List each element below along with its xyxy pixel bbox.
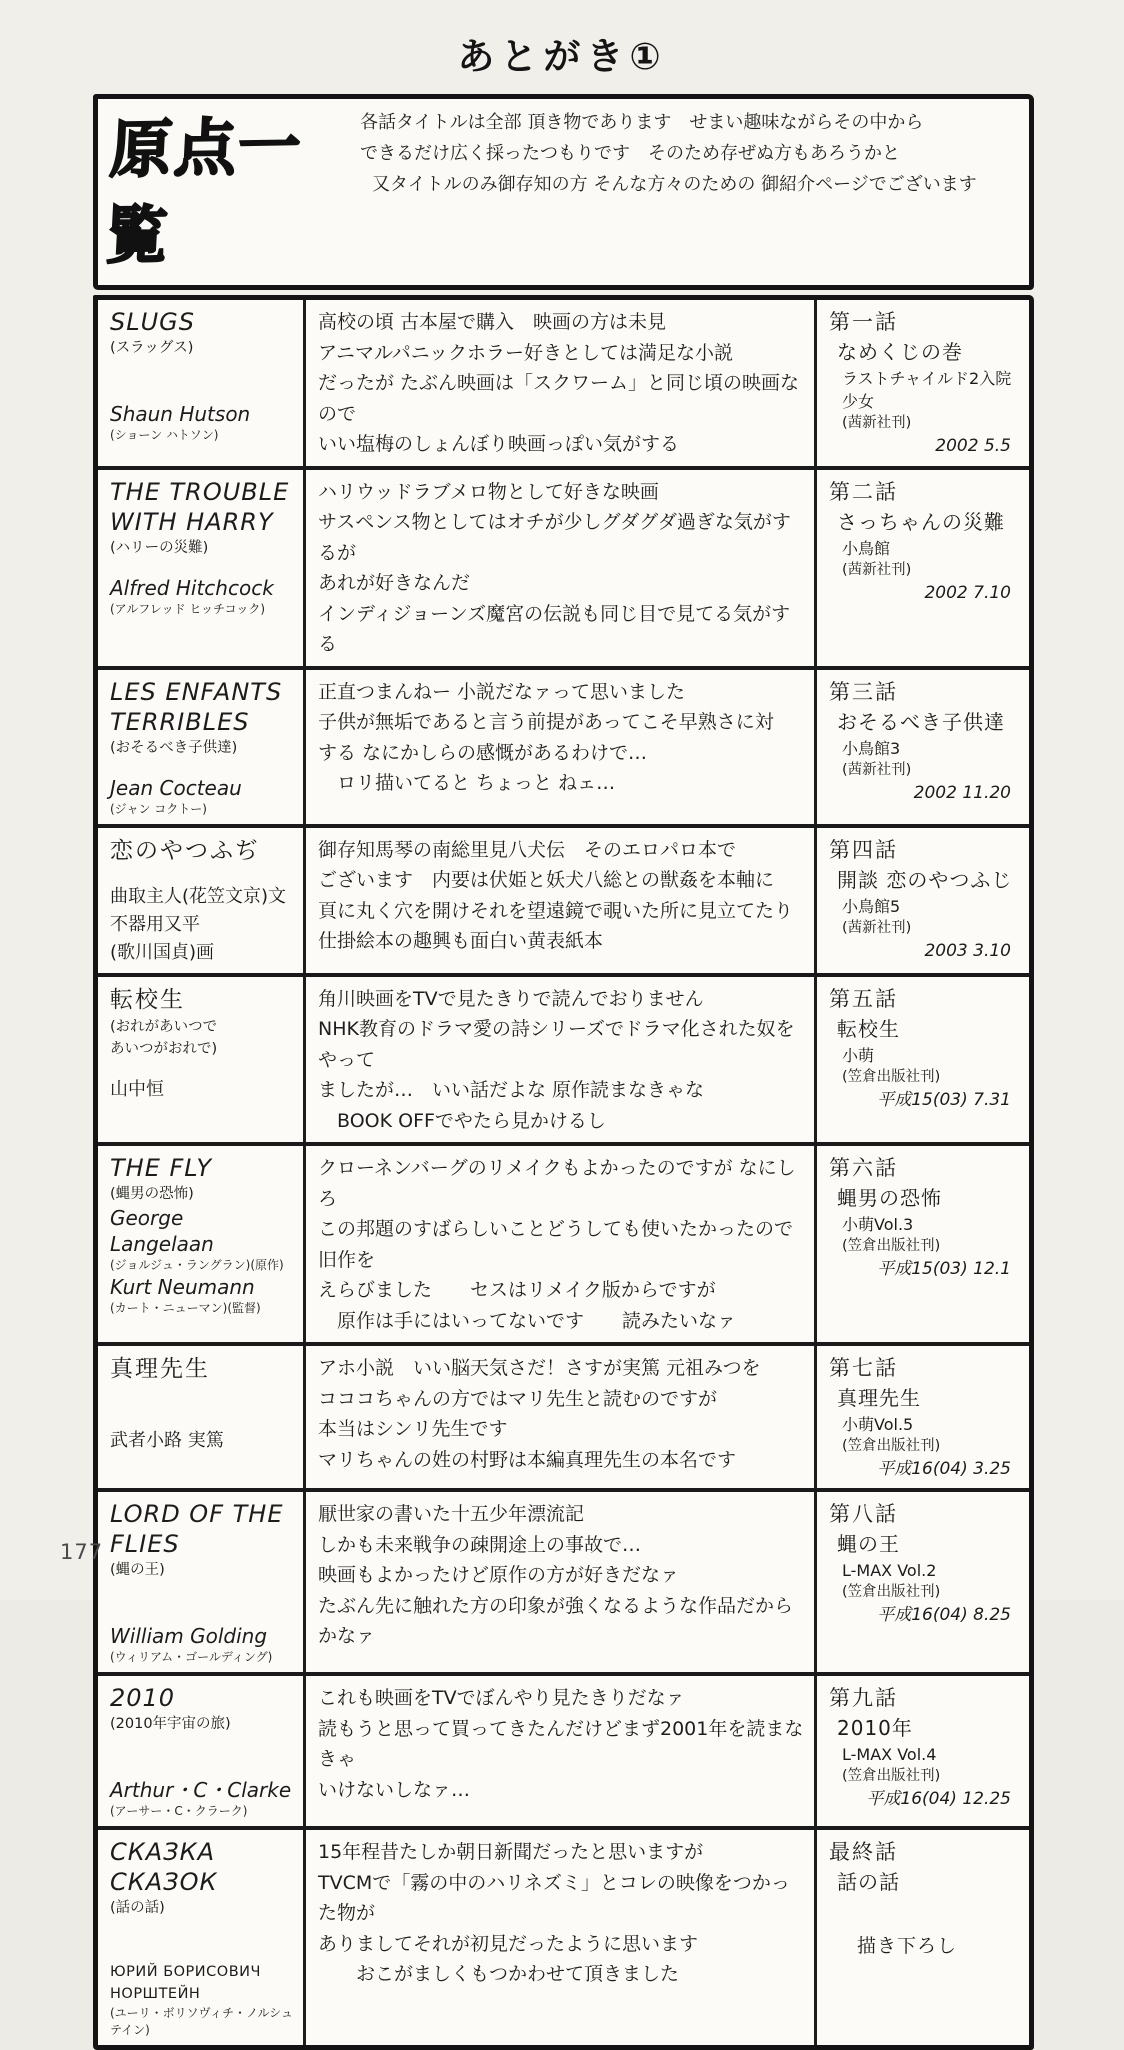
episode-line: 平成16(04) 3.25 [877,1459,1011,1479]
comment-line: 御存知馬琴の南総里見八犬伝 そのエロパロ本で [318,838,737,861]
episode-line: L-MAX Vol.2 [842,1561,937,1580]
source-line: 2010 [110,1684,176,1712]
comment-line: いい塩梅のしょんぼり映画っぽい気がする [318,433,680,455]
source-line: 転校生 [110,986,185,1013]
episode-line: 第七話 [829,1356,898,1380]
episode-line: (笠倉出版社刊) [842,1068,941,1085]
page-title: あとがき① [457,35,667,78]
comment-line: 厭世家の書いた十五少年漂流記 [318,1503,585,1525]
table-row [98,1672,1029,1826]
intro-line: 又タイトルのみ御存知の方 そんな方々のための 御紹介ページでございます [372,174,977,195]
episode-cell [817,1346,1029,1488]
episode-line: 話の話 [837,1870,900,1894]
comment-cell [306,1492,817,1672]
source-cell [98,1830,306,2045]
episode-line: (茜新社刊) [842,919,912,936]
source-line: (2010年宇宙の旅) [110,1716,231,1732]
intro-line: 各話タイトルは全部 頂き物であります せまい趣味ながらその中から [360,112,924,133]
episode-line: 第三話 [829,679,898,704]
comment-line: おこがましくもつかわせて頂きました [318,1963,680,1985]
episode-cell [817,1676,1029,1826]
episode-cell [817,1146,1029,1342]
episode-line: 小萌Vol.5 [842,1415,914,1434]
comment-line: アニマルパニックホラー好きとしては満足な小説 [318,341,733,364]
source-line: LORD OF THE FLIES [110,1500,284,1558]
source-line: THE FLY [110,1154,213,1182]
comment-line: これも映画をTVでぼんやり見たきりだなァ [318,1687,685,1709]
comment-line: する なにかしらの感慨があるわけで… [318,741,648,764]
comment-line: えらびました セスはリメイク版からですが [318,1279,716,1301]
comment-line: サスペンス物としてはオチが少しグダグダ過ぎな気がするが [318,511,791,564]
source-line: 不器用又平 [110,913,200,935]
source-line: 武者小路 実篤 [110,1430,224,1451]
comment-line: NHK教育のドラマ愛の詩シリーズでドラマ化された奴をやって [318,1018,795,1071]
source-line: George Langelaan [110,1206,214,1256]
table-row [98,1142,1029,1342]
episode-line: L-MAX Vol.4 [842,1745,937,1764]
source-line [110,359,293,401]
comment-line: だったが たぶん映画は「スクワーム」と同じ頃の映画なので [318,372,800,425]
source-line: Jean Cocteau [110,775,242,800]
episode-line: さっちゃんの災難 [837,509,1005,534]
comment-cell [306,670,817,824]
source-line: (ハリーの災難) [110,539,209,556]
comment-cell [306,470,817,666]
episode-line: 第一話 [829,310,898,334]
comment-line: たぶん先に触れた方の印象が強くなるような作品だからかなァ [318,1594,794,1647]
episode-line: (茜新社刊) [842,561,912,578]
source-line [110,1060,293,1076]
source-line: 曲取主人(花笠文京)文 [110,885,287,907]
comment-line: 仕掛絵本の趣興も面白い黄表紙本 [318,930,604,952]
episode-line: 蝿男の恐怖 [837,1186,942,1210]
table-row [98,466,1029,666]
comment-line: 角川映画をTVで見たきりで読んでおりません [318,987,704,1010]
comment-cell [306,1346,817,1488]
table-row [98,300,1029,466]
comment-line: インディジョーンズ魔宮の伝説も同じ目で見てる気がする [318,602,791,655]
source-line [110,759,293,775]
episode-line: 第八話 [829,1502,898,1526]
episode-line: (笠倉出版社刊) [842,1438,941,1454]
source-line: (カート・ニューマン)(監督) [110,1301,261,1315]
episode-line: (笠倉出版社刊) [842,1768,941,1784]
source-cell [98,1676,306,1826]
source-line: SLUGS [110,308,196,336]
source-line [110,1581,293,1623]
episode-line: 2003 3.10 [924,940,1011,961]
source-line: 真理先生 [110,1356,210,1382]
source-line: 山中恒 [110,1078,164,1100]
source-line: William Golding [110,1624,268,1648]
comment-line: この邦題のすばらしいことどうしても使いたかったので旧作を [318,1218,794,1271]
source-line: (ウィリアム・ゴールディング) [110,1650,273,1664]
source-line: (ショーン ハトソン) [110,428,219,442]
episode-line: 第五話 [829,986,898,1011]
episode-line: 2002 11.20 [913,782,1011,803]
source-cell [98,670,306,824]
comment-line: 高校の頃 古本屋で購入 映画の方は未見 [318,311,667,333]
episode-line: なめくじの巻 [837,340,963,364]
table-row [98,666,1029,824]
episode-line: 小萌Vol.3 [842,1215,914,1234]
episode-line: 平成15(03) 12.1 [877,1259,1011,1279]
episode-cell [817,470,1029,666]
source-line: (蝿男の恐怖) [110,1186,194,1202]
comment-line: ありましてそれが初見だったように思います [318,1932,699,1955]
episode-cell [817,1830,1029,2045]
episode-cell [817,977,1029,1143]
source-line [110,559,293,575]
comment-cell [306,1676,817,1826]
table-row [98,824,1029,973]
episode-line: 真理先生 [837,1386,921,1410]
source-cell [98,977,306,1143]
comment-line: BOOK OFFでやたら見かけるし [318,1109,606,1132]
comment-line: しかも未来戦争の疎開途上の事故で… [318,1533,642,1556]
comment-line: 本当はシンリ先生です [318,1418,508,1440]
comment-line: ロリ描いてると ちょっと ねェ… [318,772,616,794]
table-row [98,1342,1029,1488]
header-intro [360,105,1017,277]
source-line: Alfred Hitchcock [110,575,274,600]
intro-line: できるだけ広く採ったつもりです そのため存ぜぬ方もあろうかと [360,143,900,164]
origins-table [93,295,1034,2050]
source-line: (おれがあいつで [110,1018,218,1035]
source-line: Arthur・C・Clarke [110,1778,292,1802]
source-line: THE TROUBLE [110,477,290,506]
comment-line: 正直つまんねー 小説だなァって思いました [318,680,686,703]
source-line: (ジャン コクトー) [110,801,207,816]
source-cell [98,300,306,466]
episode-line: 2002 5.5 [935,436,1011,456]
comment-cell [306,977,817,1143]
episode-line: 描き下ろし [857,1935,958,1957]
page-number: 177 [60,1540,104,1564]
comment-line: 15年程昔たしか朝日新聞だったと思いますが [318,1841,704,1863]
table-row [98,1488,1029,1672]
episode-line: ラストチャイルド2入院少女 [842,369,1012,411]
table-row [98,1826,1029,2045]
source-line: Kurt Neumann [110,1275,255,1299]
source-cell [98,470,306,666]
episode-line: 2010年 [837,1716,913,1740]
episode-line: 第九話 [829,1686,898,1710]
episode-cell [817,1492,1029,1672]
source-line: 恋のやつふぢ [110,837,260,864]
episode-cell [817,828,1029,973]
comment-line: 原作は手にはいってないです 読みたいなァ [318,1309,737,1332]
comment-line: あれが好きなんだ [318,572,471,594]
source-line: (歌川国貞)画 [110,941,215,963]
source-line: WITH HARRY [110,507,274,536]
episode-cell [817,300,1029,466]
source-line [110,1385,293,1427]
episode-line: (茜新社刊) [842,761,912,778]
episode-line: 小鳥館 [842,538,891,558]
table-row [98,973,1029,1143]
source-line: (おそるべき子供達) [110,739,238,756]
source-cell [98,1492,306,1672]
episode-line: 平成15(03) 7.31 [877,1089,1011,1110]
source-cell [98,828,306,973]
comment-line: ハリウッドラブメロ物として好きな映画 [318,480,659,503]
comment-line: クローネンバーグのリメイクもよかったのですが なにしろ [318,1157,796,1210]
source-line [110,1735,293,1777]
episode-line: おそるべき子供達 [837,709,1005,734]
comment-cell [306,828,817,973]
source-line: Shaun Hutson [110,402,251,426]
comment-line: 子供が無垢であると言う前提があってこそ早熟さに対 [318,711,774,733]
source-line: LES ENFANTS [110,677,283,706]
comment-line: いけないしなァ… [318,1778,471,1801]
episode-line: (茜新社刊) [842,415,912,431]
episode-line: 平成16(04) 8.25 [877,1605,1011,1625]
episode-line: 転校生 [837,1016,900,1041]
comment-cell [306,300,817,466]
episode-line: 小萌 [842,1045,875,1065]
comment-line: 頁に丸く穴を開けそれを望遠鏡で覗いた所に見立てたり [318,899,794,922]
comment-cell [306,1146,817,1342]
episode-line: (笠倉出版社刊) [842,1238,941,1254]
episode-line: 第四話 [829,837,898,862]
source-line: (アルフレッド ヒッチコック) [110,601,266,616]
comment-line: マリちゃんの姓の村野は本編真理先生の本名です [318,1448,737,1471]
episode-line: 小鳥館5 [842,896,901,916]
header-title: 原点一覧 [103,109,305,273]
source-line: TERRIBLES [110,707,250,736]
episode-line: 開談 恋のやつふじ [837,867,1013,892]
source-line: (ユーリ・ボリソヴィチ・ノルシュテイン) [110,2006,293,2037]
comment-line: 読もうと思って買ってきたんだけどまず2001年を読まなきゃ [318,1717,804,1770]
comment-line: 映画もよかったけど原作の方が好きだなァ [318,1564,680,1586]
episode-line: 第六話 [829,1156,898,1180]
source-line: (話の話) [110,1900,165,1916]
source-line: (アーサー・C・クラーク) [110,1804,248,1818]
episode-cell [817,670,1029,824]
comment-line: ましたが… いい話だよな 原作読まなきゃな [318,1079,705,1101]
comment-line: ございます 内要は伏姫と妖犬八総との獣姦を本軸に [318,869,775,891]
comment-line: TVCMで「霧の中のハリネズミ」とコレの映像をつかった物が [318,1871,790,1924]
source-line [110,1919,293,1961]
comment-line: アホ小説 いい脳天気さだ！さすが実篤 元祖みつを [318,1357,761,1379]
source-line: СКАЗКА СКАЗОК [110,1838,218,1896]
source-cell [98,1146,306,1342]
source-line: あいつがおれで) [110,1040,218,1057]
comment-line: コココちゃんの方ではマリ先生と読むのですが [318,1387,718,1410]
source-line: (蝿の王) [110,1562,165,1578]
episode-line: (笠倉出版社刊) [842,1584,941,1600]
episode-line: 小鳥館3 [842,738,901,758]
episode-line: 2002 7.10 [924,582,1011,603]
source-line: (スラッグス) [110,340,194,356]
source-line: ЮРИЙ БОРИСОВИЧ НОРШТЕЙН [110,1964,261,2002]
source-line [110,867,293,883]
header-box [93,94,1034,290]
comment-cell [306,1830,817,2045]
episode-line: 平成16(04) 12.25 [866,1789,1011,1809]
source-cell [98,1346,306,1488]
origins-document [93,94,1034,2050]
source-line: (ジョルジュ・ラングラン)(原作) [110,1258,284,1272]
episode-line: 蝿の王 [837,1532,900,1556]
episode-line: 第二話 [829,479,898,504]
episode-line: 最終話 [829,1840,898,1864]
